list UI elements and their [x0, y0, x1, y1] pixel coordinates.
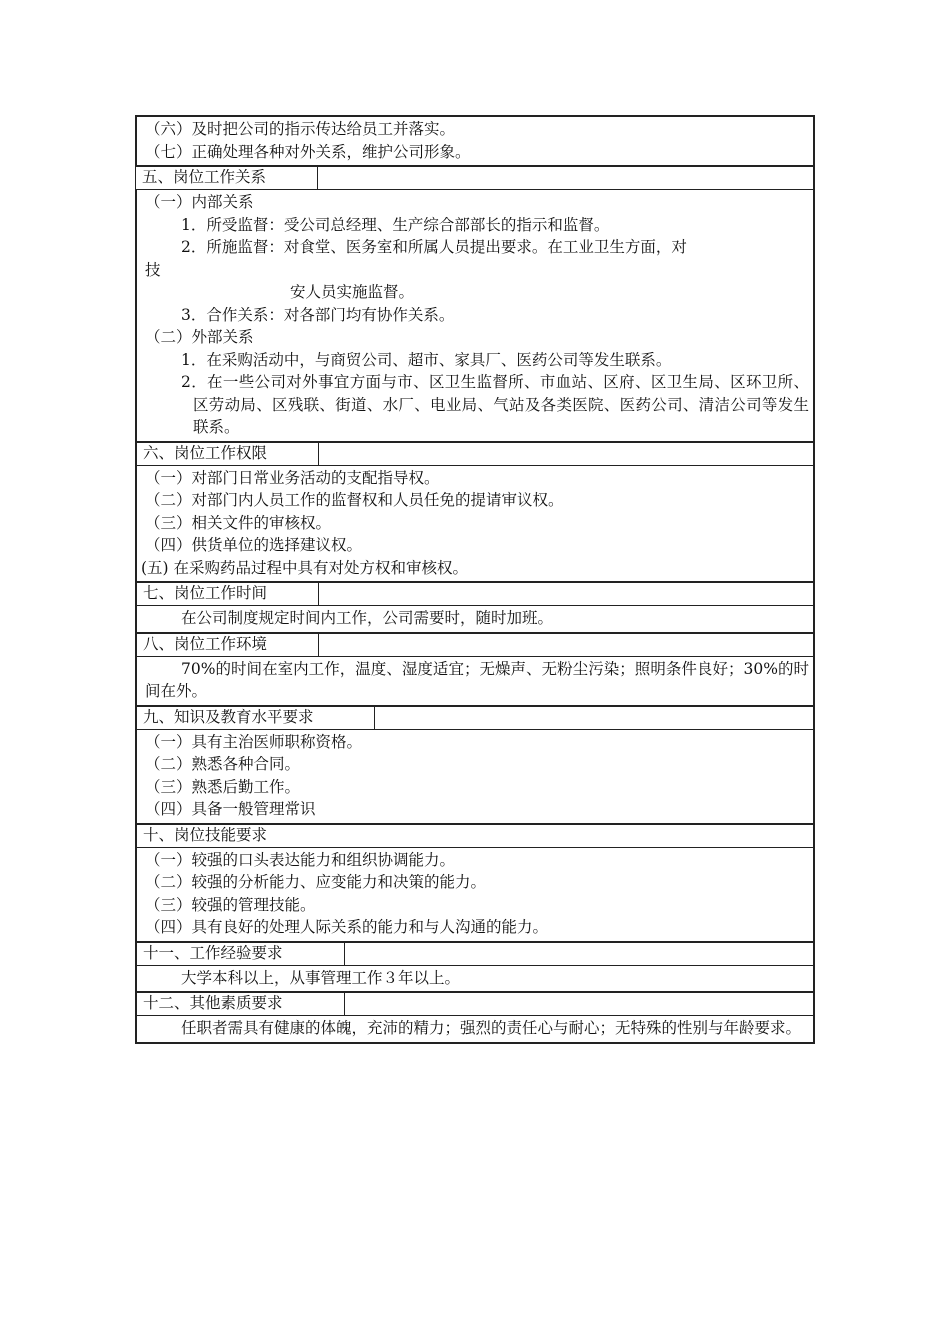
section-body: [135, 729, 815, 825]
section-title: 十一、工作经验要求: [137, 943, 345, 965]
list-item: 3．合作关系：对各部门均有协作关系。: [181, 305, 455, 324]
section-header: [135, 825, 815, 847]
section-title: 五、岗位工作关系: [136, 167, 318, 189]
section-body: [135, 965, 815, 994]
section-body: [135, 656, 815, 707]
paragraph: 在公司制度规定时间内工作，公司需要时，随时加班。: [181, 609, 554, 627]
section-header: [135, 443, 815, 465]
list-item-wrap: 安人员实施监督。: [290, 283, 415, 301]
list-item: （一）具有主治医师职称资格。: [145, 732, 363, 751]
list-item: （四）供货单位的选择建议权。: [145, 536, 363, 554]
duty-item: （七）正确处理各种对外关系，维护公司形象。: [145, 142, 471, 161]
section-header: [135, 993, 815, 1015]
section-title: 六、岗位工作权限: [137, 443, 319, 465]
section-body: [135, 189, 815, 443]
section-header: [135, 943, 815, 965]
duties-continued: [135, 115, 815, 167]
section-title: 九、知识及教育水平要求: [137, 707, 375, 729]
list-item-wrap: 技: [145, 260, 161, 279]
job-description-document: [135, 115, 815, 1044]
list-item: （三）熟悉后勤工作。: [145, 777, 301, 796]
duty-item: （六）及时把公司的指示传达给员工并落实。: [145, 120, 456, 138]
section-header: [135, 167, 815, 189]
list-item: （三）较强的管理技能。: [145, 895, 316, 914]
list-item: （四）具备一般管理常识: [145, 800, 316, 818]
list-item: 2．在一些公司对外事宜方面与市、区卫生监督所、市血站、区府、区卫生局、区环卫所、区劳动局、区残联、街道、水厂、电业局、气站及各类医院、医药公司、清洁公司等发生联系。: [181, 373, 809, 436]
section-header: [135, 634, 815, 656]
list-item: （一）较强的口头表达能力和组织协调能力。: [145, 850, 456, 869]
section-title: 八、岗位工作环境: [137, 634, 319, 656]
list-item: （四）具有良好的处理人际关系的能力和与人沟通的能力。: [145, 918, 549, 936]
subsection-title: （二）外部关系: [145, 328, 254, 346]
list-item: 1．所受监督：受公司总经理、生产综合部部长的指示和监督。: [181, 215, 610, 234]
list-item: （三）相关文件的审核权。: [145, 513, 332, 532]
section-body: [135, 605, 815, 634]
paragraph: 任职者需具有健康的体魄，充沛的精力；强烈的责任心与耐心；无特殊的性别与年龄要求。: [181, 1019, 802, 1037]
section-title: 七、岗位工作时间: [137, 583, 319, 605]
list-item: （一）对部门日常业务活动的支配指导权。: [145, 468, 440, 487]
section-body: [135, 465, 815, 584]
section-title: 十、岗位技能要求: [143, 825, 268, 844]
section-body: [135, 1015, 815, 1044]
list-item: (五) 在采购药品过程中具有对处方权和审核权。: [141, 558, 469, 577]
subsection-title: （一）内部关系: [145, 193, 254, 211]
list-item: （二）较强的分析能力、应变能力和决策的能力。: [145, 873, 487, 891]
paragraph: 大学本科以上，从事管理工作３年以上。: [181, 968, 461, 987]
section-header: [135, 583, 815, 605]
list-item: （二）对部门内人员工作的监督权和人员任免的提请审议权。: [145, 491, 564, 509]
list-item: （二）熟悉各种合同。: [145, 755, 301, 773]
list-item: 1．在采购活动中，与商贸公司、超市、家具厂、医药公司等发生联系。: [181, 350, 672, 369]
section-body: [135, 847, 815, 943]
paragraph: 70%的时间在室内工作，温度、湿度适宜；无燥声、无粉尘污染；照明条件良好；30%的时间在外。: [145, 659, 809, 700]
section-title: 十二、其他素质要求: [137, 993, 345, 1015]
section-header: [135, 707, 815, 729]
list-item: 2．所施监督：对食堂、医务室和所属人员提出要求。在工业卫生方面，对: [181, 238, 687, 256]
